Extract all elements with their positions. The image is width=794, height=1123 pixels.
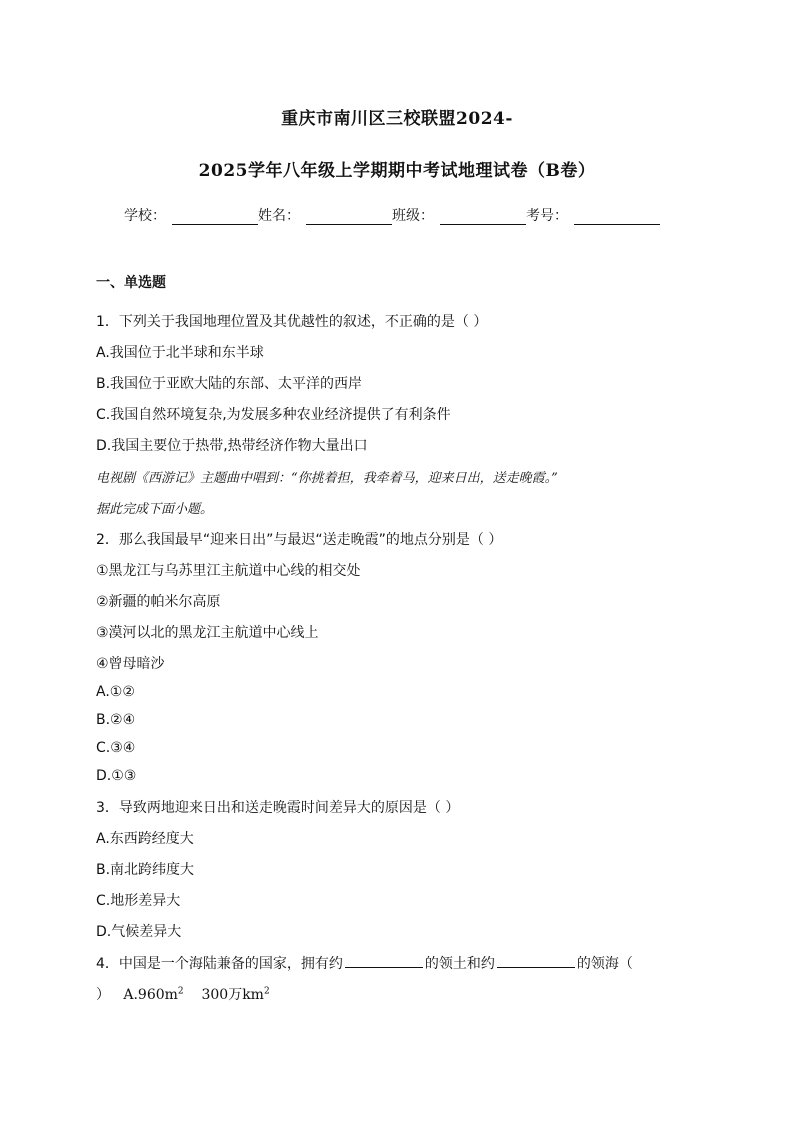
q4-option-a-value-sup: 2: [263, 986, 270, 997]
q4-continuation: [96, 984, 270, 1004]
q2-item-4: ④曾母暗沙: [96, 656, 165, 672]
q1-stem: 1．下列关于我国地理位置及其优越性的叙述，不正确的是（ ）: [96, 314, 488, 330]
number-label: 考号：: [526, 208, 568, 224]
q4-blank-1[interactable]: [345, 953, 423, 968]
q4-option-a-label: A.960m: [123, 987, 178, 1003]
q4-stem-part-3: 的领海（: [576, 956, 633, 972]
q3-option-a: A.东西跨经度大: [96, 831, 194, 847]
school-blank[interactable]: [172, 208, 258, 225]
q1-option-a: A.我国位于北半球和东半球: [96, 345, 264, 361]
q4-option-a-sup: 2: [177, 986, 184, 997]
name-blank[interactable]: [306, 208, 392, 225]
passage-line-1: 电视剧《西游记》主题曲中唱到：“你挑着担，我牵着马，迎来日出，送走晚霞。”: [96, 471, 558, 486]
number-blank[interactable]: [574, 208, 660, 225]
q1-option-b: B.我国位于亚欧大陆的东部、太平洋的西岸: [96, 376, 363, 392]
q2-option-c: C.③④: [96, 740, 136, 756]
q2-stem: 2．那么我国最早“迎来日出”与最迟“送走晚霞”的地点分别是（ ）: [96, 532, 503, 548]
passage-line-2: 据此完成下面小题。: [96, 502, 214, 517]
class-label: 班级：: [392, 208, 434, 224]
q4-stem-part-2: 的领土和约: [424, 956, 495, 972]
q3-option-c: C.地形差异大: [96, 893, 181, 909]
q4-option-a-value: 300万km: [201, 987, 264, 1003]
q1-option-d: D.我国主要位于热带,热带经济作物大量出口: [96, 438, 368, 454]
q4-stem: [96, 953, 633, 973]
class-blank[interactable]: [440, 208, 526, 225]
q1-option-c: C.我国自然环境复杂,为发展多种农业经济提供了有利条件: [96, 407, 451, 423]
q4-stem-part-1: 4．中国是一个海陆兼备的国家，拥有约: [96, 956, 343, 972]
q2-option-b: B.②④: [96, 712, 136, 728]
q4-close-paren: ）: [96, 987, 110, 1003]
section-heading: 一、单选题: [96, 275, 166, 291]
q2-item-3: ③漠河以北的黑龙江主航道中心线上: [96, 625, 319, 641]
q3-stem: 3．导致两地迎来日出和送走晚霞时间差异大的原因是（ ）: [96, 800, 460, 816]
q3-option-b: B.南北跨纬度大: [96, 862, 195, 878]
q2-item-1: ①黑龙江与乌苏里江主航道中心线的相交处: [96, 563, 361, 579]
q2-option-d: D.①③: [96, 768, 137, 784]
school-label: 学校：: [124, 208, 166, 224]
q3-option-d: D.气候差异大: [96, 924, 182, 940]
name-label: 姓名：: [258, 208, 300, 224]
q2-item-2: ②新疆的帕米尔高原: [96, 594, 221, 610]
student-info-row: [124, 205, 660, 225]
exam-title-line-1: 重庆市南川区三校联盟2024-: [281, 109, 513, 129]
exam-title-line-2: 2025学年八年级上学期期中考试地理试卷（B卷）: [198, 161, 596, 181]
q4-blank-2[interactable]: [497, 953, 575, 968]
q2-option-a: A.①②: [96, 684, 135, 700]
